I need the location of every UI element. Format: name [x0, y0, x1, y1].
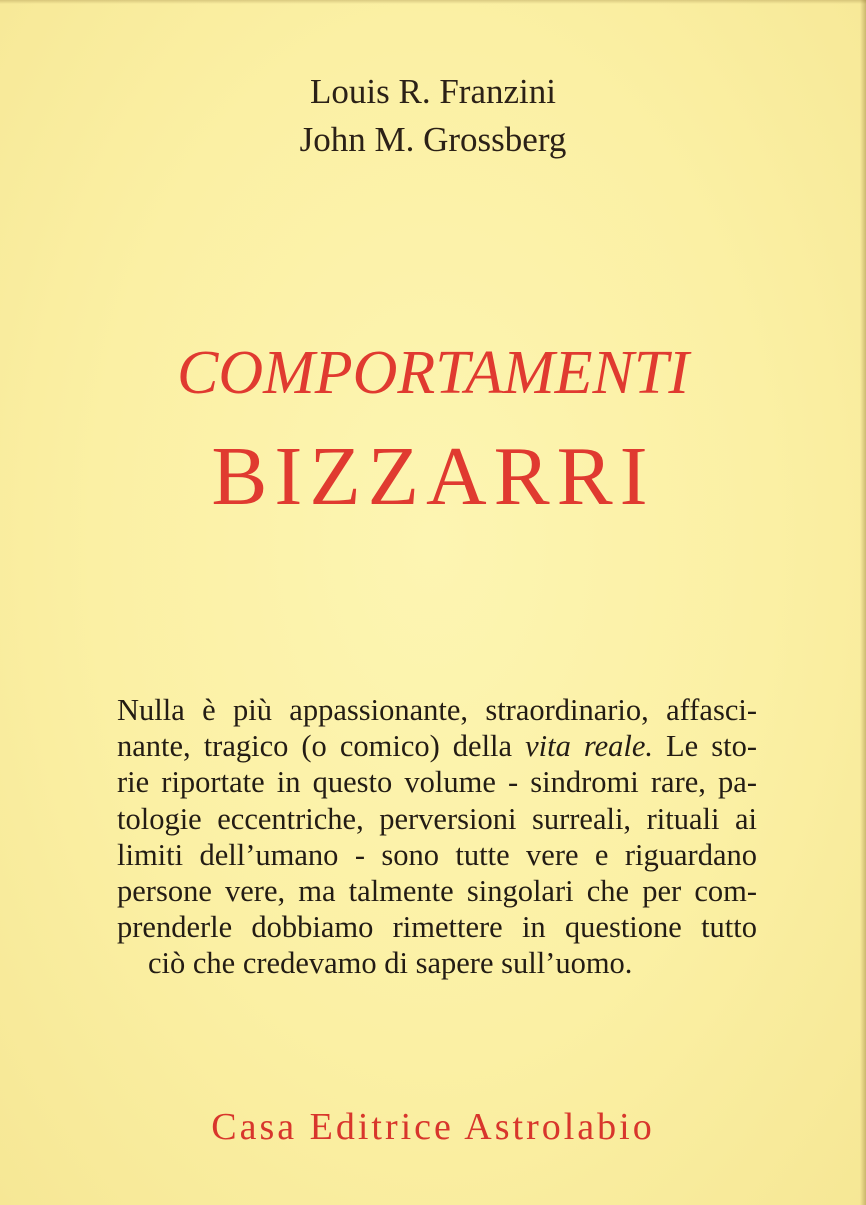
- blurb-line: tologie eccentriche, perversioni surreali, rituali ai: [117, 801, 757, 836]
- blurb-line: prenderle dobbiamo rimettere in questione tutto: [117, 910, 757, 945]
- blurb-line: ciò che credevamo di sapere sull’uomo.: [148, 946, 633, 981]
- cover-right-edge: [860, 0, 866, 1205]
- author-name: John M. Grossberg: [299, 120, 567, 159]
- author-names: [0, 68, 866, 164]
- blurb-line: limiti dell’umano - sono tutte vere e riguardano: [117, 837, 757, 872]
- publisher-name: Casa Editrice Astrolabio: [211, 1106, 655, 1148]
- blurb-line: [117, 728, 757, 764]
- blurb-italic-phrase: vita reale.: [525, 729, 654, 764]
- blurb-paragraph: [117, 692, 757, 982]
- blurb-line: persone vere, ma talmente singolari che per com-: [117, 874, 757, 909]
- title-line-1: COMPORTAMENTI: [176, 339, 690, 407]
- blurb-text: Le sto-: [653, 729, 757, 764]
- title-line-2: BIZZARRI: [211, 430, 655, 523]
- blurb-line: rie riportate in questo volume - sindromi rare, pa-: [117, 765, 757, 800]
- author-name: Louis R. Franzini: [310, 72, 556, 111]
- cover-top-edge: [0, 0, 866, 4]
- blurb-line: Nulla è più appassionante, straordinario, affasci-: [117, 693, 757, 727]
- blurb-text: nante, tragico (o comico) della: [117, 729, 526, 764]
